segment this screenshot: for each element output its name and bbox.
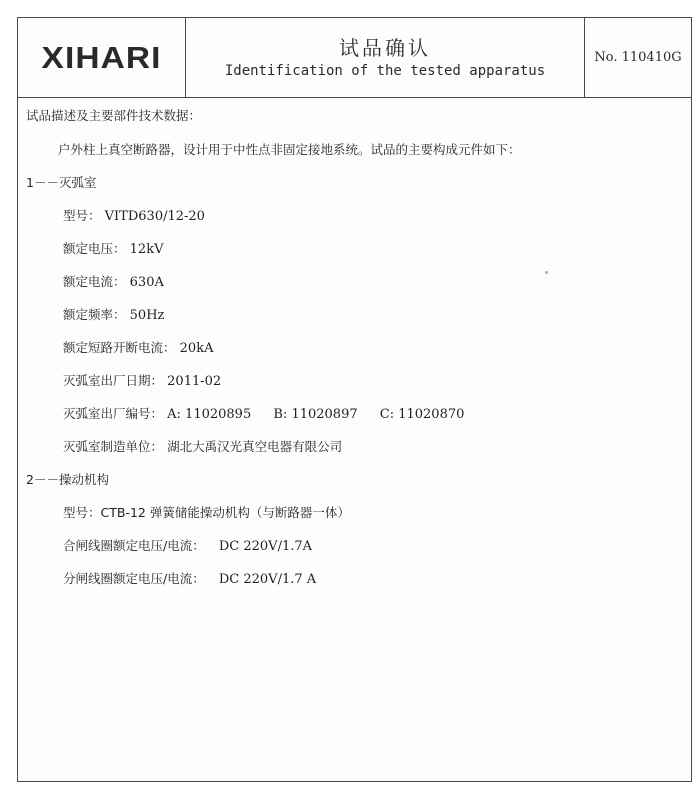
close-coil-row <box>63 536 312 554</box>
serial-number-row <box>63 404 464 422</box>
rated-voltage-label: 额定电压： <box>63 241 126 256</box>
rated-frequency-row <box>63 305 164 323</box>
group1-heading: 1－－灭弧室 <box>26 175 97 190</box>
open-coil-value: DC 220V/1.7 A <box>218 572 317 587</box>
serial-a: A: 11020895 <box>167 407 252 422</box>
scan-speck <box>545 271 548 274</box>
open-coil-label: 分闸线圈额定电压/电流： <box>63 571 205 586</box>
rated-current-row <box>63 272 164 290</box>
close-coil-label: 合闸线圈额定电压/电流： <box>63 538 205 553</box>
open-coil-row <box>63 569 316 587</box>
manufacturer-value: 湖北大禹汉光真空电器有限公司 <box>167 439 343 454</box>
document-sheet <box>17 17 692 782</box>
model-label: 型号： <box>63 208 101 223</box>
rated-frequency-value: 50Hz <box>129 308 165 323</box>
title-chinese: 试品确认 <box>339 36 431 60</box>
document-number: No. 110410G <box>594 50 682 65</box>
manufacturer-row <box>63 437 342 455</box>
header-table <box>18 18 691 98</box>
serial-c: C: 11020870 <box>379 407 465 422</box>
short-circuit-row <box>63 338 213 356</box>
close-coil-value: DC 220V/1.7A <box>218 539 313 554</box>
title-english: Identification of the tested apparatus <box>224 63 546 79</box>
company-logo: XIHARI <box>41 39 162 75</box>
rated-voltage-row <box>63 239 163 257</box>
serial-b: B: 11020897 <box>273 407 358 422</box>
short-circuit-value: 20kA <box>179 341 214 356</box>
rated-current-label: 额定电流： <box>63 274 126 289</box>
intro-text: 户外柱上真空断路器，设计用于中性点非固定接地系统。试品的主要构成元件如下： <box>58 142 521 157</box>
manufacturer-label: 灭弧室制造单位： <box>63 439 164 454</box>
rated-frequency-label: 额定频率： <box>63 307 126 322</box>
rated-current-value: 630A <box>129 275 164 290</box>
model-row <box>63 206 205 224</box>
group2-heading: 2－－操动机构 <box>26 472 109 487</box>
rated-voltage-value: 12kV <box>129 242 164 257</box>
serial-number-label: 灭弧室出厂编号： <box>63 406 164 421</box>
manufacture-date-row <box>63 371 221 389</box>
manufacture-date-label: 灭弧室出厂日期： <box>63 373 164 388</box>
mechanism-model: 型号：CTB-12 弹簧储能操动机构（与断路器一体） <box>63 505 350 520</box>
logo-cell <box>18 18 186 97</box>
model-value: VITD630/12-20 <box>104 209 205 224</box>
manufacture-date-value: 2011-02 <box>167 374 222 389</box>
title-cell <box>186 18 585 97</box>
short-circuit-label: 额定短路开断电流： <box>63 340 176 355</box>
section-title: 试品描述及主要部件技术数据： <box>26 108 202 123</box>
